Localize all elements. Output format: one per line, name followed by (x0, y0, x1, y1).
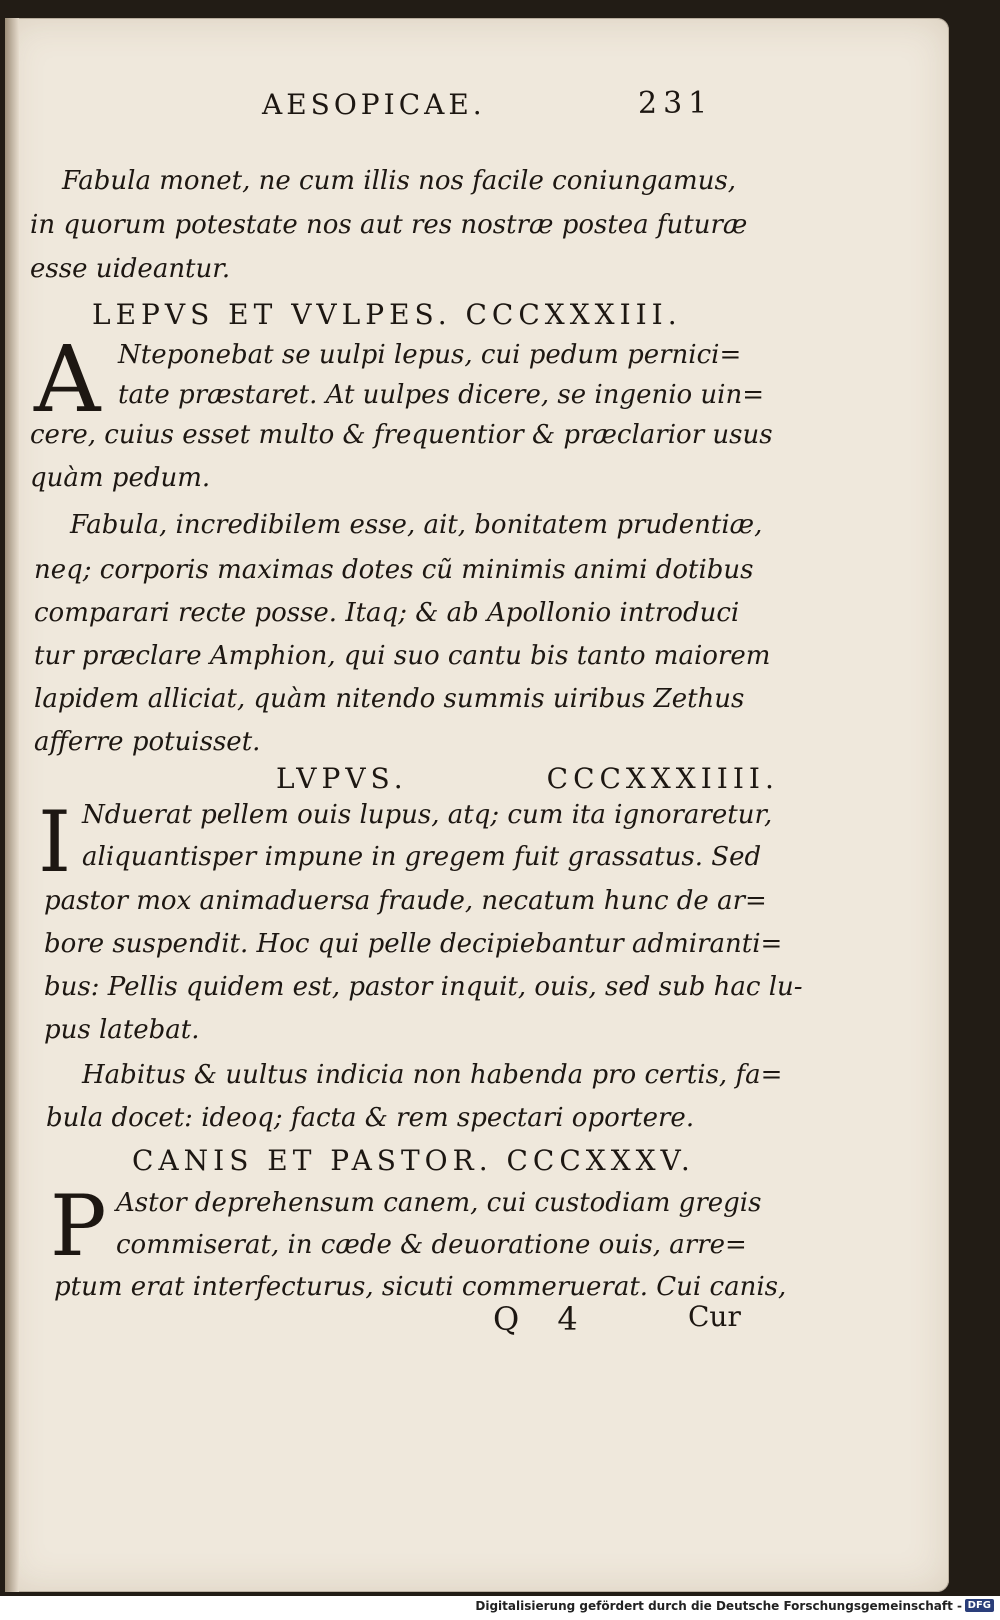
drop-capital: P (50, 1177, 107, 1275)
text-line: pus latebat. (44, 1015, 200, 1045)
text-line: tate præstaret. At uulpes dicere, se ingenio uin= (118, 380, 765, 410)
signature-mark: Q 4 (493, 1300, 592, 1338)
text-line: bus: Pellis quidem est, pastor inquit, ouis, sed sub hac lu- (44, 972, 803, 1002)
text-line: lapidem alliciat, quàm nitendo summis uiribus Zethus (34, 684, 745, 714)
catchword: Cur (688, 1300, 741, 1333)
page-gutter (5, 18, 19, 1592)
text-line: Nduerat pellem ouis lupus, atq; cum ita ignoraretur, (82, 800, 773, 830)
text-line: bore suspendit. Hoc qui pelle decipiebantur admiranti= (44, 929, 783, 959)
fable-heading: LEPVS ET VVLPES. CCCXXXIII. (92, 298, 682, 331)
text-line: tur præclare Amphion, qui suo cantu bis tanto maiorem (34, 641, 771, 671)
fable-heading: CANIS ET PASTOR. CCCXXXV. (132, 1144, 695, 1177)
text-line: aliquantisper impune in gregem fuit grassatus. Sed (82, 842, 762, 872)
text-line: in quorum potestate nos aut res nostræ postea futuræ (30, 210, 748, 240)
text-line: pastor mox animaduersa fraude, necatum hunc de ar= (44, 886, 767, 916)
text-line: Habitus & uultus indicia non habenda pro certis, fa= (82, 1060, 783, 1090)
text-line: Astor deprehensum canem, cui custodiam gregis (116, 1188, 762, 1218)
text-line: Fabula, incredibilem esse, ait, bonitatem prudentiæ, (70, 510, 763, 540)
text-line: commiserat, in cæde & deuoratione ouis, arre= (116, 1230, 747, 1260)
text-line: afferre potuisset. (34, 727, 261, 757)
dfg-logo: DFG (965, 1599, 994, 1612)
text-line: ptum erat interfecturus, sicuti commeruerat. Cui canis, (54, 1272, 787, 1302)
footer-credit: Digitalisierung gefördert durch die Deutsche Forschungsgemeinschaft - (475, 1599, 962, 1613)
text-line: bula docet: ideoq; facta & rem spectari oportere. (46, 1103, 695, 1133)
text-line: esse uideantur. (30, 254, 231, 284)
text-line: Nteponebat se uulpi lepus, cui pedum pernici= (118, 340, 742, 370)
drop-capital: I (38, 793, 72, 891)
text-line: neq; corporis maximas dotes cũ minimis animi dotibus (34, 555, 754, 585)
text-line: Fabula monet, ne cum illis nos facile coniungamus, (62, 166, 737, 196)
text-line: cere, cuius esset multo & frequentior & præclarior usus (30, 420, 773, 450)
page-number: 231 (638, 86, 714, 121)
text-line: quàm pedum. (30, 463, 211, 493)
text-line: comparari recte posse. Itaq; & ab Apollonio introduci (34, 598, 740, 628)
drop-capital: A (34, 326, 101, 433)
running-head: AESOPICAE. (262, 88, 486, 121)
fable-heading: LVPVS. CCCXXXIIII. (276, 762, 779, 795)
